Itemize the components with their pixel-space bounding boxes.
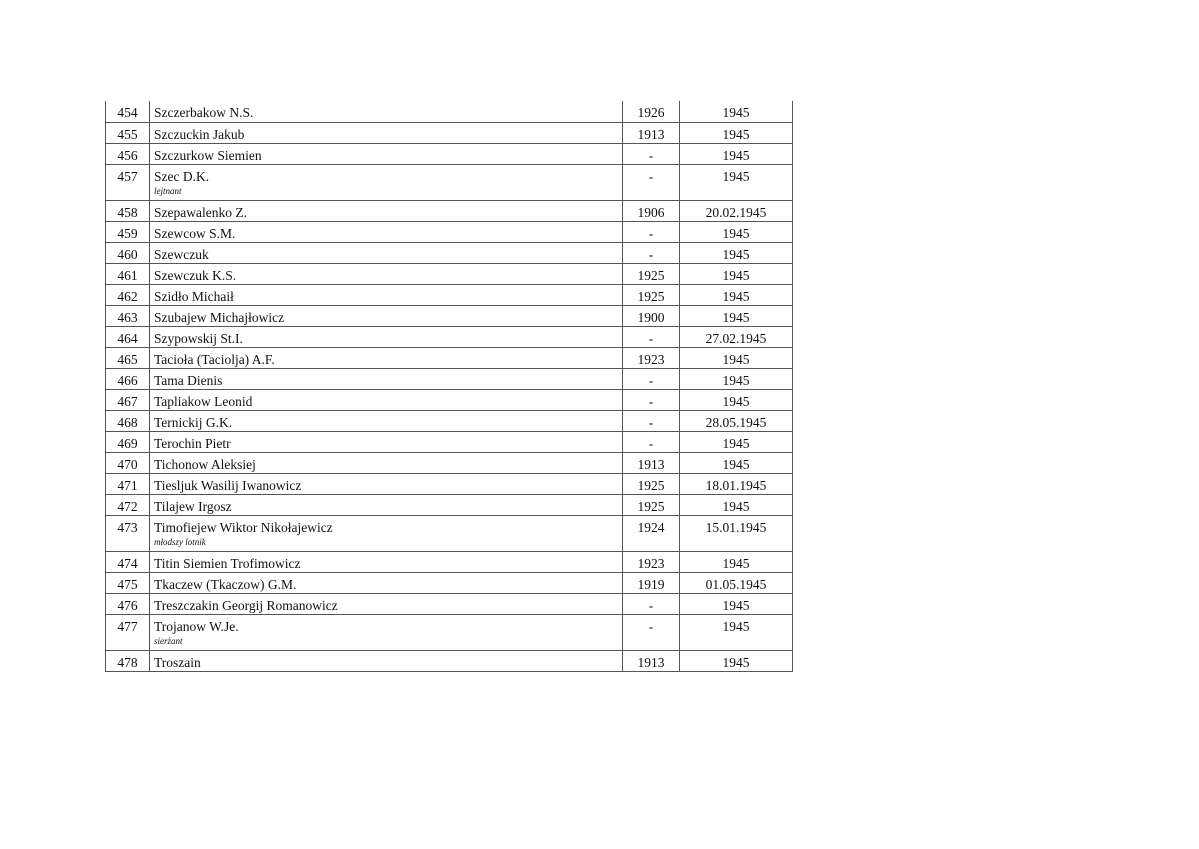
- record-birth-year-cell: -: [623, 614, 680, 650]
- record-rank: lejtnant: [154, 185, 182, 196]
- record-name: Timofiejew Wiktor Nikołajewicz: [154, 519, 333, 535]
- record-birth-year-cell: 1913: [623, 122, 680, 143]
- record-death-date-cell: 27.02.1945: [680, 326, 793, 347]
- record-name: Trojanow W.Je.: [154, 618, 239, 634]
- record-number-cell: 463: [106, 305, 150, 326]
- table-row: [106, 347, 793, 368]
- record-number-cell: 458: [106, 200, 150, 221]
- record-death-date-cell: 1945: [680, 593, 793, 614]
- record-name: Szidło Michaił: [154, 288, 234, 304]
- record-death-date-cell: 1945: [680, 389, 793, 410]
- record-death-date-cell: 1945: [680, 614, 793, 650]
- table-row: [106, 431, 793, 452]
- record-name: Tama Dienis: [154, 372, 223, 388]
- record-birth-year-cell: -: [623, 368, 680, 389]
- record-birth-year-cell: -: [623, 389, 680, 410]
- record-name-cell: [150, 452, 623, 473]
- record-name: Treszczakin Georgij Romanowicz: [154, 597, 338, 613]
- record-name-cell: [150, 515, 623, 551]
- record-number-cell: 455: [106, 122, 150, 143]
- table-row: [106, 551, 793, 572]
- record-number-cell: 474: [106, 551, 150, 572]
- record-death-date-cell: 20.02.1945: [680, 200, 793, 221]
- table-row: [106, 494, 793, 515]
- record-death-date-cell: 1945: [680, 164, 793, 200]
- record-birth-year-cell: 1925: [623, 263, 680, 284]
- table-row: [106, 143, 793, 164]
- table-row: [106, 284, 793, 305]
- record-number-cell: 466: [106, 368, 150, 389]
- record-death-date-cell: 15.01.1945: [680, 515, 793, 551]
- record-death-date-cell: 28.05.1945: [680, 410, 793, 431]
- record-birth-year-cell: 1925: [623, 494, 680, 515]
- table-row: [106, 614, 793, 650]
- record-death-date-cell: 1945: [680, 650, 793, 671]
- record-name: Szczerbakow N.S.: [154, 105, 254, 120]
- record-death-date-cell: 1945: [680, 368, 793, 389]
- records-table-body: [106, 101, 793, 671]
- record-name: Tapliakow Leonid: [154, 393, 253, 409]
- record-death-date-cell: 1945: [680, 551, 793, 572]
- table-row: [106, 305, 793, 326]
- record-name-cell: [150, 242, 623, 263]
- record-name: Szewczuk: [154, 246, 209, 262]
- record-birth-year-cell: 1926: [623, 101, 680, 122]
- record-number-cell: 461: [106, 263, 150, 284]
- record-number-cell: 472: [106, 494, 150, 515]
- record-death-date-cell: 1945: [680, 101, 793, 122]
- record-birth-year-cell: 1925: [623, 473, 680, 494]
- table-row: [106, 122, 793, 143]
- record-name: Tacioła (Taciolja) A.F.: [154, 351, 275, 367]
- record-name-cell: [150, 305, 623, 326]
- record-name-cell: [150, 143, 623, 164]
- table-row: [106, 473, 793, 494]
- record-name-cell: [150, 200, 623, 221]
- record-number-cell: 467: [106, 389, 150, 410]
- record-name-cell: [150, 101, 623, 122]
- record-name: Tkaczew (Tkaczow) G.M.: [154, 576, 297, 592]
- record-birth-year-cell: 1900: [623, 305, 680, 326]
- record-number-cell: 469: [106, 431, 150, 452]
- record-number-cell: 457: [106, 164, 150, 200]
- record-death-date-cell: 1945: [680, 242, 793, 263]
- record-name-cell: [150, 650, 623, 671]
- record-death-date-cell: 1945: [680, 494, 793, 515]
- record-death-date-cell: 1945: [680, 143, 793, 164]
- record-birth-year-cell: -: [623, 593, 680, 614]
- record-birth-year-cell: 1906: [623, 200, 680, 221]
- record-number-cell: 471: [106, 473, 150, 494]
- record-name: Szec D.K.: [154, 168, 210, 184]
- record-death-date-cell: 1945: [680, 221, 793, 242]
- table-row: [106, 389, 793, 410]
- record-name: Tichonow Aleksiej: [154, 456, 256, 472]
- table-row: [106, 650, 793, 671]
- record-birth-year-cell: -: [623, 326, 680, 347]
- record-name-cell: [150, 368, 623, 389]
- record-birth-year-cell: 1924: [623, 515, 680, 551]
- record-number-cell: 456: [106, 143, 150, 164]
- record-name-cell: [150, 326, 623, 347]
- record-number-cell: 475: [106, 572, 150, 593]
- record-name: Szubajew Michajłowicz: [154, 309, 285, 325]
- table-row: [106, 164, 793, 200]
- burial-records-table: [105, 101, 793, 672]
- record-birth-year-cell: -: [623, 221, 680, 242]
- record-name-cell: [150, 122, 623, 143]
- table-row: [106, 410, 793, 431]
- record-birth-year-cell: -: [623, 431, 680, 452]
- record-name-cell: [150, 494, 623, 515]
- record-birth-year-cell: -: [623, 242, 680, 263]
- record-name: Tilajew Irgosz: [154, 498, 232, 514]
- record-name-cell: [150, 164, 623, 200]
- record-birth-year-cell: -: [623, 143, 680, 164]
- record-name: Szewczuk K.S.: [154, 267, 237, 283]
- record-birth-year-cell: 1913: [623, 452, 680, 473]
- record-name-cell: [150, 572, 623, 593]
- record-number-cell: 478: [106, 650, 150, 671]
- record-name-cell: [150, 551, 623, 572]
- record-number-cell: 473: [106, 515, 150, 551]
- record-number-cell: 468: [106, 410, 150, 431]
- record-birth-year-cell: 1923: [623, 551, 680, 572]
- record-death-date-cell: 18.01.1945: [680, 473, 793, 494]
- record-name: Szewcow S.M.: [154, 225, 236, 241]
- record-death-date-cell: 1945: [680, 263, 793, 284]
- record-number-cell: 454: [106, 101, 150, 122]
- record-death-date-cell: 1945: [680, 452, 793, 473]
- record-name: Szypowskij St.I.: [154, 330, 243, 346]
- record-name-cell: [150, 347, 623, 368]
- table-row: [106, 242, 793, 263]
- record-name-cell: [150, 221, 623, 242]
- record-name: Ternickij G.K.: [154, 414, 233, 430]
- record-name: Terochin Pietr: [154, 435, 231, 451]
- record-death-date-cell: 1945: [680, 431, 793, 452]
- record-name-cell: [150, 614, 623, 650]
- table-row: [106, 368, 793, 389]
- record-name-cell: [150, 410, 623, 431]
- record-name-cell: [150, 389, 623, 410]
- record-rank: sierżant: [154, 635, 183, 646]
- record-death-date-cell: 1945: [680, 122, 793, 143]
- table-row: [106, 572, 793, 593]
- record-name: Szczurkow Siemien: [154, 147, 262, 163]
- record-name-cell: [150, 473, 623, 494]
- record-name: Szepawalenko Z.: [154, 204, 247, 220]
- table-row: [106, 263, 793, 284]
- table-row: [106, 452, 793, 473]
- record-number-cell: 464: [106, 326, 150, 347]
- record-death-date-cell: 1945: [680, 347, 793, 368]
- record-rank: młodszy lotnik: [154, 536, 206, 547]
- record-name-cell: [150, 593, 623, 614]
- record-number-cell: 470: [106, 452, 150, 473]
- record-name: Szczuckin Jakub: [154, 126, 245, 142]
- table-row: [106, 200, 793, 221]
- record-death-date-cell: 1945: [680, 284, 793, 305]
- record-name-cell: [150, 263, 623, 284]
- table-row: [106, 326, 793, 347]
- record-name: Troszain: [154, 654, 201, 670]
- record-name-cell: [150, 431, 623, 452]
- record-death-date-cell: 1945: [680, 305, 793, 326]
- record-number-cell: 459: [106, 221, 150, 242]
- record-number-cell: 477: [106, 614, 150, 650]
- record-birth-year-cell: 1919: [623, 572, 680, 593]
- record-birth-year-cell: 1913: [623, 650, 680, 671]
- record-birth-year-cell: 1923: [623, 347, 680, 368]
- table-row: [106, 101, 793, 122]
- record-number-cell: 462: [106, 284, 150, 305]
- record-number-cell: 460: [106, 242, 150, 263]
- record-number-cell: 476: [106, 593, 150, 614]
- record-birth-year-cell: 1925: [623, 284, 680, 305]
- table-row: [106, 515, 793, 551]
- record-birth-year-cell: -: [623, 410, 680, 431]
- table-row: [106, 221, 793, 242]
- record-birth-year-cell: -: [623, 164, 680, 200]
- record-name-cell: [150, 284, 623, 305]
- record-death-date-cell: 01.05.1945: [680, 572, 793, 593]
- record-number-cell: 465: [106, 347, 150, 368]
- record-name: Tiesljuk Wasilij Iwanowicz: [154, 477, 302, 493]
- record-name: Titin Siemien Trofimowicz: [154, 555, 301, 571]
- table-row: [106, 593, 793, 614]
